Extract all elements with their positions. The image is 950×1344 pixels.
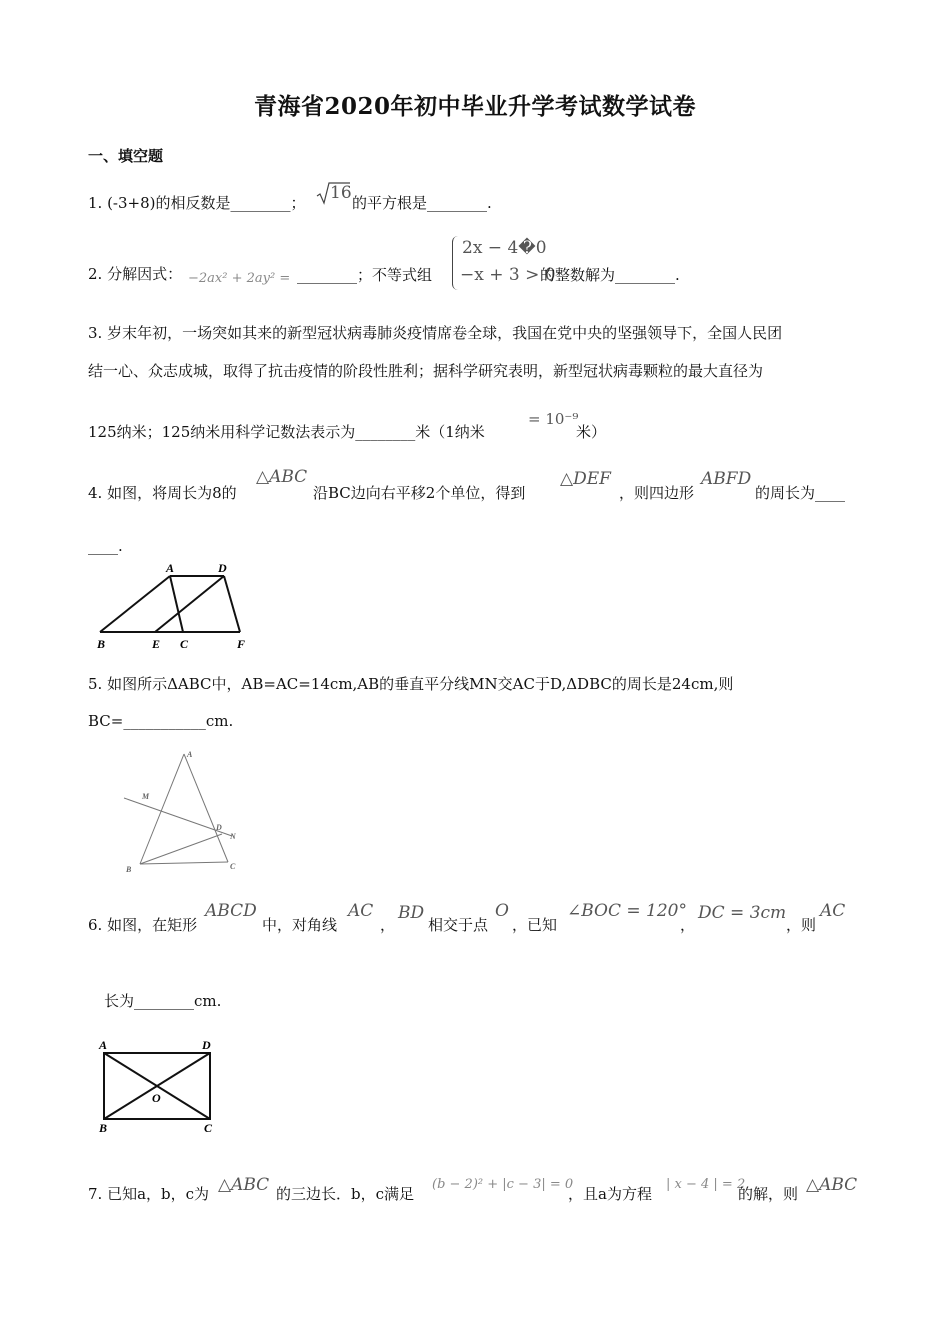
diagonal-ac: AC <box>348 901 374 921</box>
fig6-label-a: A <box>99 1038 108 1052</box>
fig6-label-o: O <box>152 1091 161 1105</box>
fig5-label-b: B <box>126 865 132 874</box>
question-6-text-f: ， <box>680 916 696 934</box>
question-7-text-d: 的解，则 <box>738 1185 799 1203</box>
fig4-label-d: D <box>218 561 227 575</box>
q7-triangle-abc-2: △ABC <box>806 1175 858 1195</box>
triangle-abc: △ABC <box>256 467 308 487</box>
q7-equation: | x − 4 | = 2 <box>666 1177 746 1192</box>
question-5-line-2: BC=___________cm. <box>88 712 234 730</box>
question-4-line-2: ____. <box>88 537 123 555</box>
fig5-label-c: C <box>230 862 236 871</box>
point-o: O <box>495 901 509 921</box>
question-2-text-c: 的整数解为________. <box>540 266 680 284</box>
angle-boc: ∠BOC = 120° <box>567 901 687 921</box>
question-6-text-b: 中，对角线 <box>262 916 338 934</box>
rect-abcd: ABCD <box>205 901 257 921</box>
fig4-label-b: B <box>97 637 106 651</box>
question-2-text-b: ________；不等式组 <box>297 266 433 284</box>
question-3-line-2: 结一心、众志成城，取得了抗击疫情的阶段性胜利；据科学研究表明，新型冠状病毒颗粒的最大直径为 <box>88 362 764 380</box>
fig4-label-a: A <box>166 561 175 575</box>
inequality-2: −x + 3 > 0 <box>460 265 556 285</box>
question-6-text-d: 相交于点 <box>428 916 489 934</box>
question-7-text-a: 7. 已知a，b，c为 <box>88 1185 210 1203</box>
question-7-text-b: 的三边长．b，c满足 <box>276 1185 415 1203</box>
inequality-1: 2x − 4�0 <box>462 238 547 258</box>
q7-triangle-abc: △ABC <box>218 1175 270 1195</box>
question-6-text-a: 6. 如图，在矩形 <box>88 916 198 934</box>
question-7-text-c: ，且a为方程 <box>568 1185 652 1203</box>
question-5-line-1: 5. 如图所示ΔABC中，AB=AC=14cm,AB的垂直平分线MN交AC于D,ΔDBC的周长是24cm,则 <box>88 675 734 693</box>
fig5-label-n: N <box>230 832 236 841</box>
fig5-label-a: A <box>187 750 193 759</box>
question-6-text-g: ，则 <box>786 916 817 934</box>
fig6-label-d: D <box>202 1038 211 1052</box>
fig4-label-f: F <box>237 637 246 651</box>
question-3-line-3b: 米） <box>576 423 607 441</box>
question-2-text-a: 2. 分解因式： <box>88 265 183 283</box>
section-heading: 一、填空题 <box>88 147 164 165</box>
diagonal-bd: BD <box>398 903 425 923</box>
fig5-label-m: M <box>142 792 150 801</box>
question-4-text-d: 的周长为____ <box>755 484 846 502</box>
question-3-line-1: 3. 岁末年初，一场突如其来的新型冠状病毒肺炎疫情席卷全球，我国在党中央的坚强领导下，全国人民团 <box>88 324 783 342</box>
question-4-text-a: 4. 如图，将周长为8的 <box>88 484 237 502</box>
fig4-label-c: C <box>180 637 189 651</box>
fig6-label-c: C <box>204 1121 213 1135</box>
q7-condition: (b − 2)² + |c − 3| = 0 <box>432 1177 574 1192</box>
question-6-line-2: 长为________cm. <box>104 992 222 1010</box>
fig5-label-d: D <box>216 823 222 832</box>
fig4-label-e: E <box>152 637 161 651</box>
diagonal-ac-2: AC <box>820 901 846 921</box>
quadrilateral-abfd: ABFD <box>701 469 752 489</box>
figure-rectangle <box>92 1036 222 1140</box>
fig6-label-b: B <box>99 1121 108 1135</box>
nanometer-power: = 10⁻⁹ <box>528 410 579 428</box>
question-1-text-b: 的平方根是________. <box>352 194 492 212</box>
triangle-def: △DEF <box>560 469 611 489</box>
question-6-text-c: ， <box>380 916 396 934</box>
question-1-text-a: 1. (-3+8)的相反数是________； <box>88 194 306 212</box>
factor-expression: −2ax² + 2ay² = <box>188 271 291 286</box>
figure-perpendicular-bisector <box>118 740 248 884</box>
question-3-line-3a: 125纳米；125纳米用科学记数法表示为________米（1纳米 <box>88 423 485 441</box>
figure-translation <box>90 558 260 657</box>
question-4-text-c: ，则四边形 <box>619 484 695 502</box>
sqrt-radicand: 16 <box>330 183 352 203</box>
question-6-text-e: ，已知 <box>512 916 558 934</box>
question-4-text-b: 沿BC边向右平移2个单位，得到 <box>313 484 526 502</box>
side-dc: DC = 3cm <box>698 903 787 923</box>
page-title: 青海省2020年初中毕业升学考试数学试卷 <box>253 93 696 120</box>
